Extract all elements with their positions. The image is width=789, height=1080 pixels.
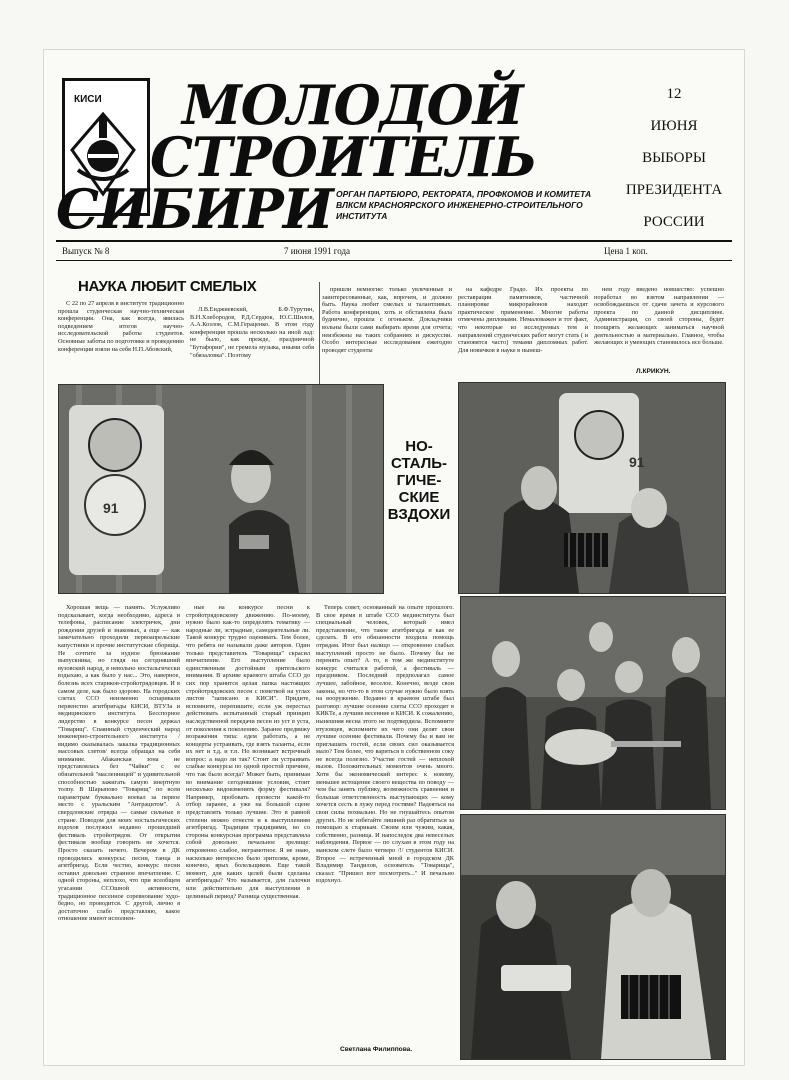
article-text-5: нем году введено новшество: успешно поработал во взятом направлении — освобождаешься от сдачи зачета и курсового проекта по данной дисциплине. Администрация, со своей стороны, будет поощрять желающих заниматься научной деятельностью и материально. Главное, чтобы желающих и умеющих становилось все больше. (594, 286, 724, 347)
newspaper-page (44, 50, 744, 1065)
logo-text: КИСИ (74, 94, 102, 105)
feature-title-line3: ГИЧЕ- (396, 472, 442, 489)
feature-signature: Светлана Филиппова. (340, 1046, 413, 1053)
feature-text-3: Теперь совет, основанный на опыте прошлого. В свое время в штабе ССО мединститута был специальный человек, который имел представление, что такое агитбригада и как ее сделать. В его обязанности входила помощь отрядам. Итог был налицо — откровенно слабых выступлений просто не было. Почему бы не перенять опыт? А то, в том же мединституте конкурс считался работой, а фестиваль — праздником. Последний предполагал самое лучшее, забойное, веселое. Конечно, везде свои законы, но что-то в этом случае нужно было взять на вооружение. Недавно в краевом штабе был разговор: лучшие осенние слеты ССО проходят в КИКТе, а лучшие весенние в КИСИ. К сожалению, нынешняя весна этого не подтвердила. Вспомните втузовцев, вспомните их чего они делят свои лучшие осенние фестивали. Почему бы и вам не приглашать гостей, если своих сил оказывается мало? Тем более, что вариться в собственном соку не всегда полезно. Участие гостей — неплохой вызов. Положительных моментов очень много. Хотя бы экономический интерес к новому, меньшее истощение своего вещества по поводу — чем бы занять публику, возможность сравнения и большая ответственность выступающих — кому хочется сесть в лужу перед гостями? Надеяться на свои силы похвально. Но не гнушайтесь опытом других. Но не избегайте лишний раз обратиться за помощью к старикам. Своим или чужим, какая, собственно, разница. И напоследок два невеселых наблюдения. Первое — по слухам в этом году на манском слете было четверо /!/ студентов КИСИ. Второе — встреченный мной в городском ДК Владимир Тандилов, основатель "Товарища", сказал: "Пришел вот посмотреть..." И печально вздохнул. (316, 604, 454, 885)
musicians-photo (460, 814, 726, 1060)
feature-text-2: ные на конкурсе песни к стройотрядовскому движению. По-моему, нужно было как-то определить тематику — народные ли, эстрадные, самодеятельные ли. Такой конкурс трудно оценивать. Тем более, что ребята не называли даже авторов. Один только представитель "Товарища" скрасил впечатление. Его выступление было единственным достойным зрительского внимания. В архиве краевого штаба ССО до сих пор хранится целая папка настоящих стройотрядовских песен с пометкой на углах листов "записано в КИСИ". Придите, вспомните, перепишите, если уж перестал действовать испытанный старый принцип наследственной передачи песен из уст в уста, от поколения к поколению. Заранее предвижу возражения типа: едем работать, а не концерты устраивать, где взять таланты, если их нет и т.д. и т.п. Но возникает встречный вопрос: а надо ли так? Стоит ли устраивать слабые конкурсы по одной простой причине, что так было всегда? Может быть, принимая во внимание сегодняшние условия, стоит несколько видоизменить форму фестиваля? Например, пробовать провести какой-то отбор заранее, а уже на большой сцене представлять только лучшие. Это в равной степени можно отнести и к выступлениям агитбригад. Традиции традициями, но со стороны конкурсная программа представляла собой довольно печальное зрелище: откровенно слабое, неграмотное. Я не знаю, насколько интересно было зрителям, кроме, конечно, ярых болельщиков. Еще такой момент, для каких целей были сделаны агитбригады? Что называется, для галочки или действительно для выступления в целинный период? Разница существенная. (186, 604, 310, 900)
masthead-rule (56, 240, 732, 242)
banner-number-right: 91 (629, 454, 645, 470)
feature-title-line4: СКИЕ (398, 489, 440, 506)
election-notice-month: ИЮНЯ (650, 118, 698, 134)
issue-number: Выпуск № 8 (62, 246, 110, 256)
election-notice-line4: ПРЕЗИДЕНТА (625, 182, 723, 198)
article-column-4 (458, 286, 588, 370)
feature-title-line2: СТАЛЬ- (391, 455, 447, 472)
issue-date: 7 июня 1991 года (284, 246, 351, 256)
election-notice (599, 78, 749, 238)
masthead-title-line3: СИБИРИ (56, 177, 333, 241)
article-column-5 (594, 286, 724, 370)
article-column-1 (58, 300, 184, 392)
accordion-duo-photo (458, 382, 726, 594)
singer-photo (58, 384, 384, 594)
article-text-2: Л.В.Енджиевский, Б.Ф.Турутин, В.Н.Хлебородов, Р.Д.Сердюк, Ю.С.Шилов, А.А.Козлов, С.М.Гераценко. В этом году конференция прошла несколько на иной лад: не было, как прежде, праздничной "Бутафории", не гремела музыка, иными себя "обязаловка". Поэтому (190, 306, 314, 359)
feature-title-line5: ВЗДОХИ (387, 506, 451, 523)
article-headline: НАУКА ЛЮБИТ СМЕЛЫХ (78, 278, 257, 295)
article-text-4: на кафедре Градо. Их проекты по реставрации памятников, частичной планировке микрорайонов находят практическое применение. Многие работы отмечены дипломами. Немаловажен и тот факт, что некоторые из исследуемых тем и направлений студенческих работ могут стать ( и становятся часто) темами дипломных работ. Для новичков в науке в нынеш- (458, 286, 588, 354)
issue-price: Цена 1 коп. (604, 246, 648, 256)
feature-text-1: Хорошая вещь — память. Услужливо подсказывает, когда необходимо, адреса и телефоны, расписание электричек, дни рождения друзей и знакомых, а еще — как замечательно проходили первоапрельские капустники и прочие институтские сборища. Не сочтите за нудное брюзжание выпускника, но глядя на сегодняшний вузовский народ, я невольно ностальгически вздыхаю, а как было у нас... Это, наверное, болезнь всех стариков-стройотрядовцев. И в самом деле, как было здорово. На городских слетах ССО неизменно оспаривали первенство агитбригады КИСИ, ВТУЗа и медицинского института. Бесспорное лидерство в конкурсе песен держал "Товарищ". Спаянный студенческий народ инженерно-строительного института /видимо сказывалась закалка традиционных массовых слетов/ всегда обращал на себя внимание. Абаканская зона не представлялась без "Чайки" с ее обязательной "масленницей" и удивительной способностью зажигать самую инертную толпу. В Шарыпово "Товарищ" по всем параметрам буквально воевал за первое место с уральским "Антрацитом". А свердловские отряды — самые сильные в стране. Поводом для моих ностальгических вздохов послужил недавно прошедший фестиваль стройотрядов. От открытия фестиваля вообще говорить не хочется. Просто сказать нечего. Вечером в ДК проводились конкурсы: песни, танца и агитбригад. Если честно, конкурс песни оставил довольно странное впечатление. С одной стороны, неплохо, что при всеобщем угасании ССОшной активности, традиционное песенное соревнование худо-бедно, но проводится. С другой, лично я достаточно слабо представляю, какое отношение имеют исполнен- (58, 604, 180, 923)
article-column-2 (190, 306, 314, 392)
feature-title-line1: НО- (405, 438, 433, 455)
article-text-1: С 22 по 27 апреля в институте традиционно прошла студенческая научно-техническая конференция. Она, как всегда, явилась подведением итогов научно-исследовательской работы студентов. Основные заботы по подготовке и проведению конференции взяли на себя Н.П.Абовский, (58, 300, 184, 353)
masthead-subtitle: ОРГАН ПАРТБЮРО, РЕКТОРАТА, ПРОФКОМОВ И КОМИТЕТА ВЛКСМ КРАСНОЯРСКОГО ИНЖЕНЕРНО-СТРОИТЕЛЬНОГО ИНСТИТУТА (336, 189, 592, 221)
election-notice-line5: РОССИИ (643, 214, 705, 230)
feature-column-2 (186, 604, 310, 1054)
masthead-title-line1: МОЛОДОЙ (182, 73, 523, 137)
feature-title (386, 438, 452, 523)
election-notice-line3: ВЫБОРЫ (642, 150, 706, 166)
ensemble-photo (460, 596, 726, 810)
infoline-rule (56, 260, 732, 261)
article-signature: Л.КРИКУН. (636, 368, 671, 375)
masthead-title-line2: СТРОИТЕЛЬ (150, 125, 537, 189)
banner-number-left: 91 (103, 500, 119, 516)
column-divider (319, 282, 320, 392)
feature-column-1 (58, 604, 180, 1054)
feature-column-3 (316, 604, 454, 1042)
article-text-3: пришли немногие: только увлеченные и заинтересованные, как, впрочем, и должно быть. Наука любит смелых и талантливых. Работа конференции, хоть и обставлена была буднично, прошла с огоньком. Докладчики вольны были сами выбирать время для отчета; неизбежны на таких собраниях и дискуссии. Особо интересные исследования ежегодно проводят студенты (322, 286, 452, 354)
election-notice-day: 12 (666, 86, 682, 102)
article-column-3 (322, 286, 452, 392)
